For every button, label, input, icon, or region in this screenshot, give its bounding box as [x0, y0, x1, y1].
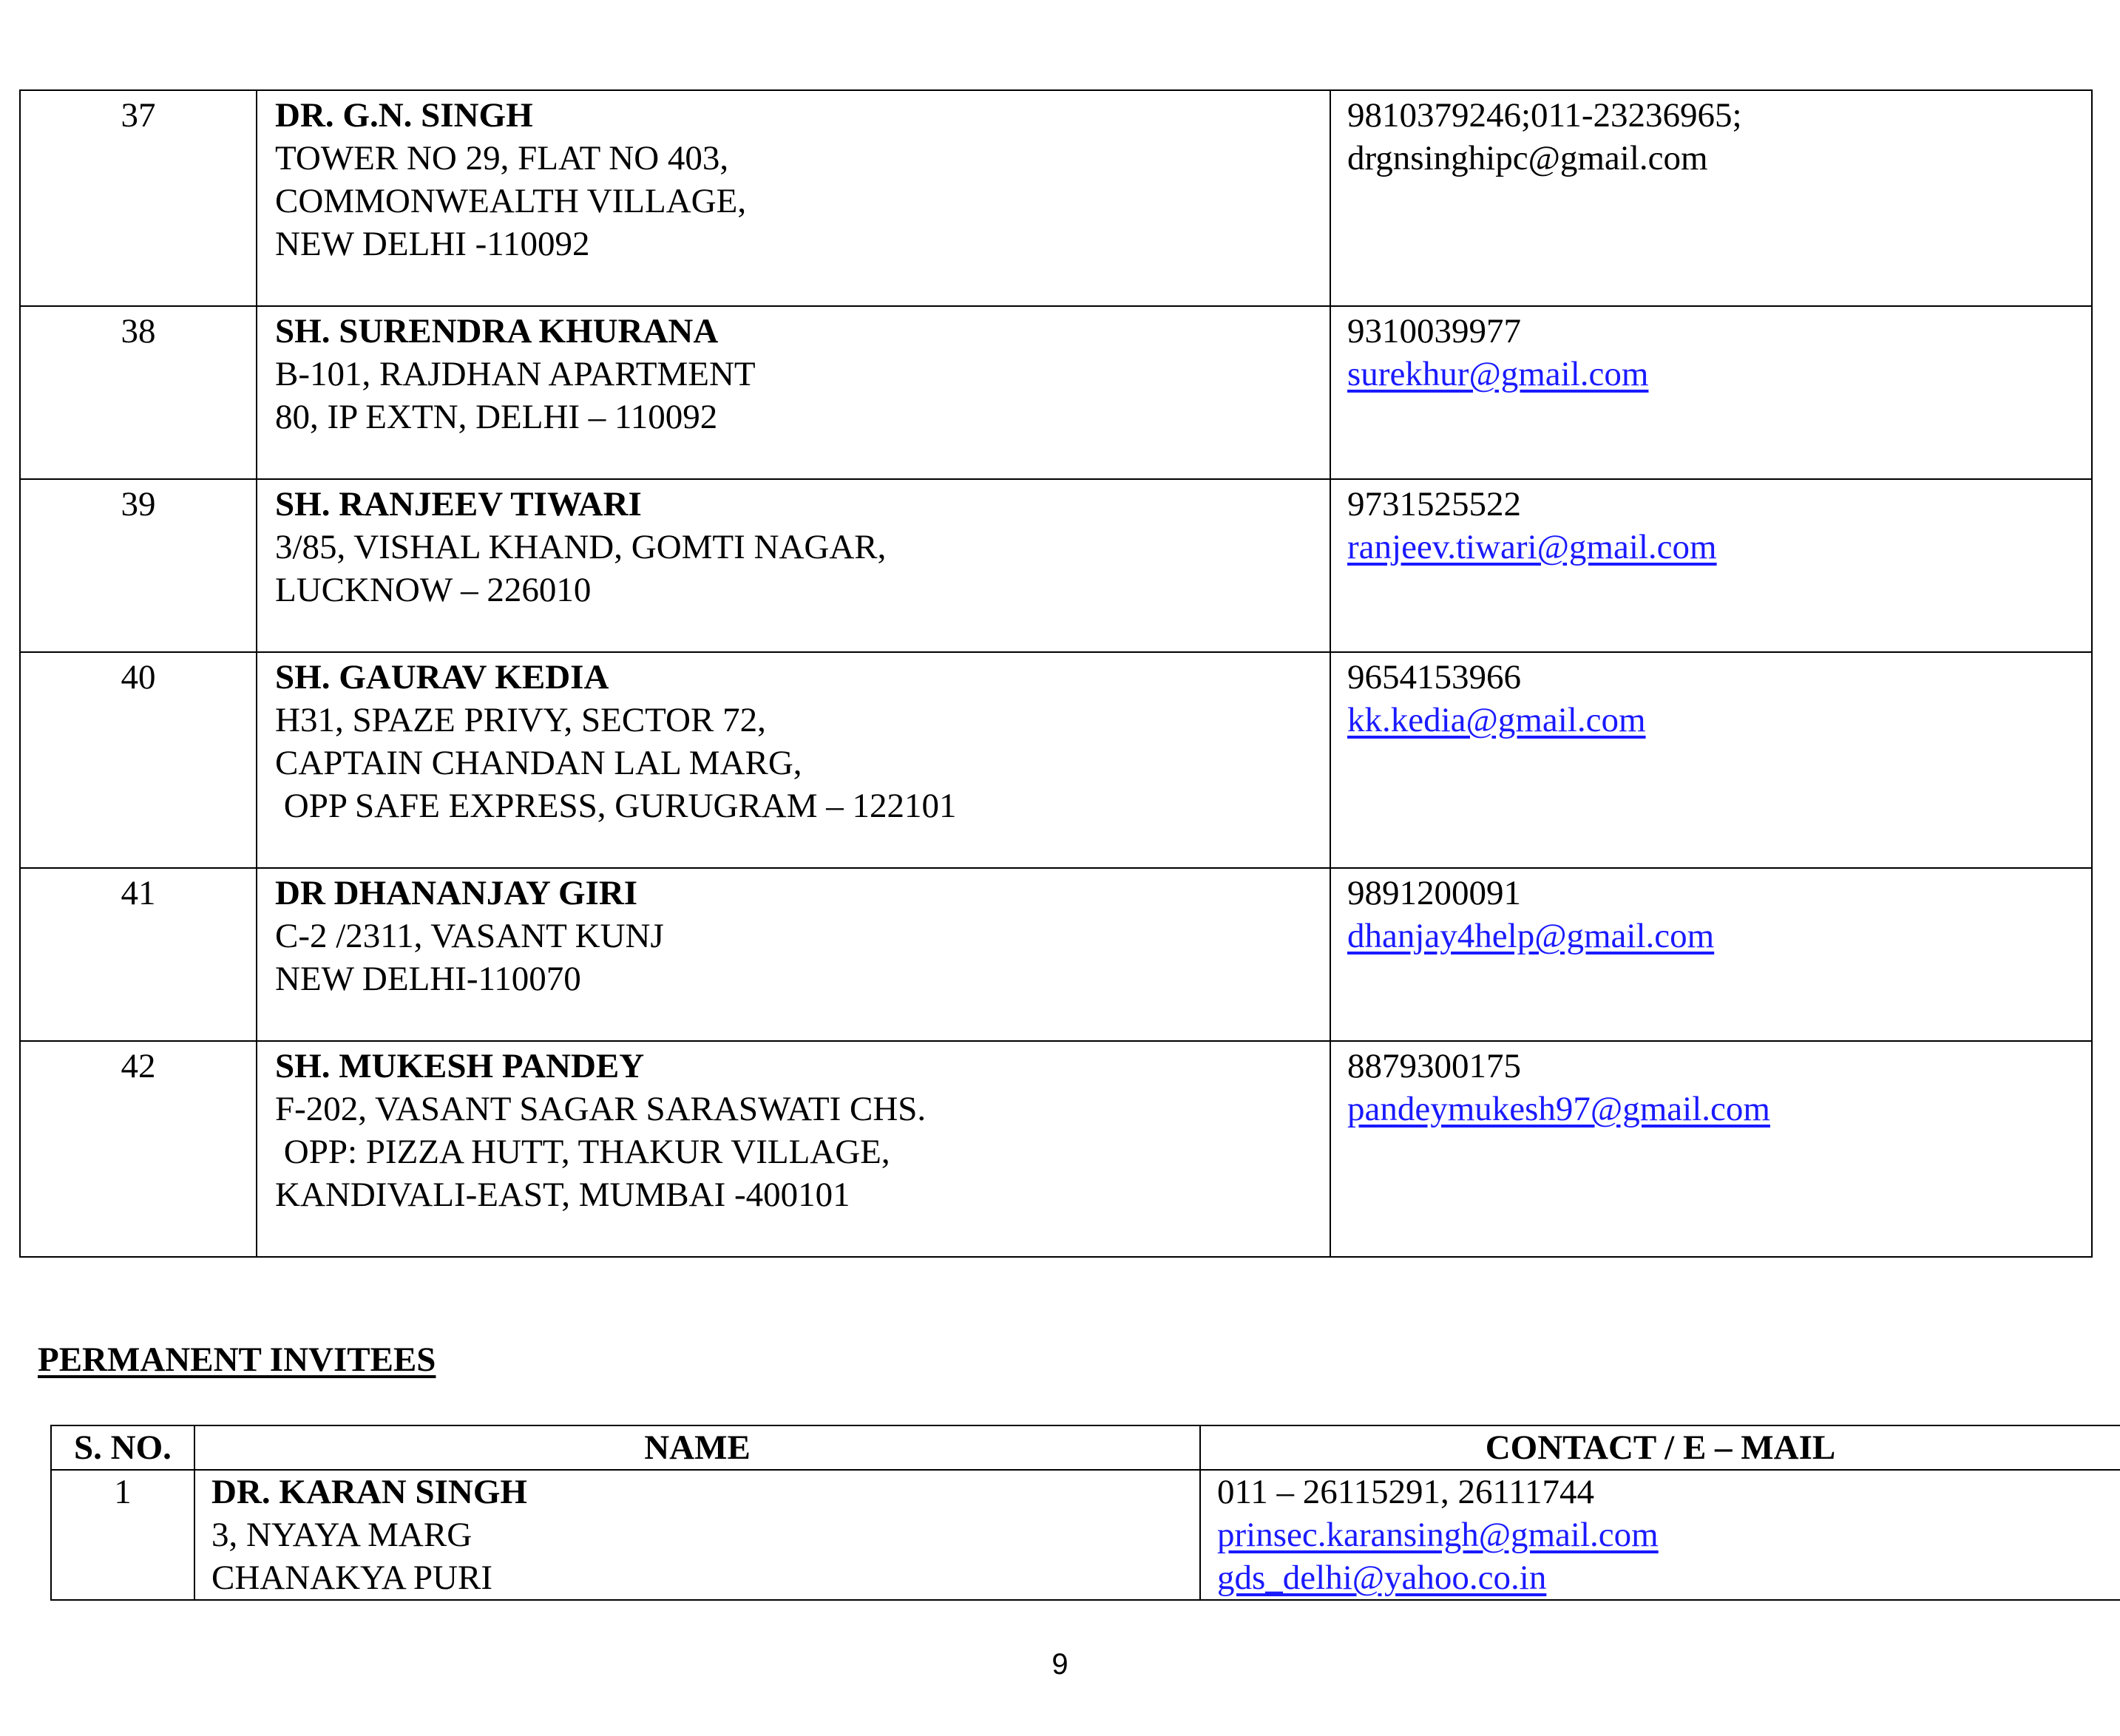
- serial-number: 37: [20, 90, 257, 306]
- address-line: OPP SAFE EXPRESS, GURUGRAM – 122101: [275, 787, 957, 825]
- address-line: CHANAKYA PURI: [211, 1559, 492, 1597]
- address-line: C-2 /2311, VASANT KUNJ: [275, 917, 664, 955]
- email-text: drgnsinghipc@gmail.com: [1347, 139, 1708, 177]
- address-line: 3, NYAYA MARG: [211, 1516, 473, 1554]
- invitees-table-header: [51, 1425, 2120, 1470]
- invitees-table: [50, 1425, 2120, 1601]
- member-name: DR. G.N. SINGH: [275, 96, 533, 135]
- email-link[interactable]: prinsec.karansingh@gmail.com: [1217, 1516, 1659, 1554]
- address-line: 3/85, VISHAL KHAND, GOMTI NAGAR,: [275, 528, 887, 566]
- address-line: F-202, VASANT SAGAR SARASWATI CHS.: [275, 1090, 927, 1128]
- table-row: [20, 868, 2092, 1041]
- serial-number: 1: [51, 1470, 194, 1600]
- member-contact: [1330, 90, 2092, 306]
- member-details: [257, 868, 1330, 1041]
- address-line: B-101, RAJDHAN APARTMENT: [275, 355, 756, 393]
- member-contact: [1330, 1041, 2092, 1257]
- member-details: [257, 90, 1330, 306]
- serial-number: 42: [20, 1041, 257, 1257]
- invitee-details: [194, 1470, 1200, 1600]
- invitees-table-body: [51, 1470, 2120, 1600]
- section-heading-permanent-invitees: PERMANENT INVITEES: [38, 1340, 436, 1379]
- email-link[interactable]: gds_delhi@yahoo.co.in: [1217, 1559, 1547, 1597]
- phone-number: 9310039977: [1347, 312, 1521, 350]
- address-line: CAPTAIN CHANDAN LAL MARG,: [275, 744, 802, 782]
- member-details: [257, 1041, 1330, 1257]
- email-link[interactable]: pandeymukesh97@gmail.com: [1347, 1090, 1770, 1128]
- serial-number: 39: [20, 479, 257, 652]
- address-line: H31, SPAZE PRIVY, SECTOR 72,: [275, 701, 766, 739]
- phone-numbers: 9810379246;011-23236965;: [1347, 96, 1742, 135]
- member-contact: [1330, 479, 2092, 652]
- member-name: SH. SURENDRA KHURANA: [275, 312, 719, 350]
- member-details: [257, 652, 1330, 868]
- serial-number: 40: [20, 652, 257, 868]
- header-row: [51, 1425, 2120, 1470]
- email-link[interactable]: kk.kedia@gmail.com: [1347, 701, 1646, 739]
- member-name: SH. GAURAV KEDIA: [275, 658, 609, 696]
- column-header-sno: S. NO.: [51, 1425, 194, 1470]
- member-name: SH. RANJEEV TIWARI: [275, 485, 642, 523]
- member-name: DR DHANANJAY GIRI: [275, 874, 638, 912]
- member-contact: [1330, 868, 2092, 1041]
- member-details: [257, 306, 1330, 479]
- members-table-body: [20, 90, 2092, 1257]
- address-line: OPP: PIZZA HUTT, THAKUR VILLAGE,: [275, 1133, 890, 1171]
- address-line: NEW DELHI-110070: [275, 960, 581, 998]
- address-line: LUCKNOW – 226010: [275, 571, 592, 609]
- member-contact: [1330, 652, 2092, 868]
- member-contact: [1330, 306, 2092, 479]
- phone-number: 9654153966: [1347, 658, 1521, 696]
- table-row: [20, 652, 2092, 868]
- column-header-contact: CONTACT / E – MAIL: [1200, 1425, 2120, 1470]
- address-line: KANDIVALI-EAST, MUMBAI -400101: [275, 1176, 850, 1214]
- address-line: 80, IP EXTN, DELHI – 110092: [275, 398, 718, 436]
- email-link[interactable]: ranjeev.tiwari@gmail.com: [1347, 528, 1717, 566]
- table-row: [20, 90, 2092, 306]
- table-row: [20, 479, 2092, 652]
- members-table: [19, 89, 2093, 1258]
- address-line: TOWER NO 29, FLAT NO 403,: [275, 139, 729, 177]
- address-line: COMMONWEALTH VILLAGE,: [275, 182, 747, 220]
- invitee-contact: [1200, 1470, 2120, 1600]
- email-link[interactable]: dhanjay4help@gmail.com: [1347, 917, 1715, 955]
- serial-number: 38: [20, 306, 257, 479]
- phone-number: 9731525522: [1347, 485, 1521, 523]
- table-row: [20, 1041, 2092, 1257]
- phone-number: 8879300175: [1347, 1047, 1521, 1085]
- invitee-name: DR. KARAN SINGH: [211, 1473, 527, 1511]
- email-link[interactable]: surekhur@gmail.com: [1347, 355, 1649, 393]
- member-details: [257, 479, 1330, 652]
- column-header-name: NAME: [194, 1425, 1200, 1470]
- page-number: 9: [1051, 1648, 1069, 1681]
- table-row: [51, 1470, 2120, 1600]
- address-line: NEW DELHI -110092: [275, 225, 590, 263]
- table-row: [20, 306, 2092, 479]
- phone-number: 9891200091: [1347, 874, 1521, 912]
- serial-number: 41: [20, 868, 257, 1041]
- phone-numbers: 011 – 26115291, 26111744: [1217, 1473, 1595, 1511]
- member-name: SH. MUKESH PANDEY: [275, 1047, 645, 1085]
